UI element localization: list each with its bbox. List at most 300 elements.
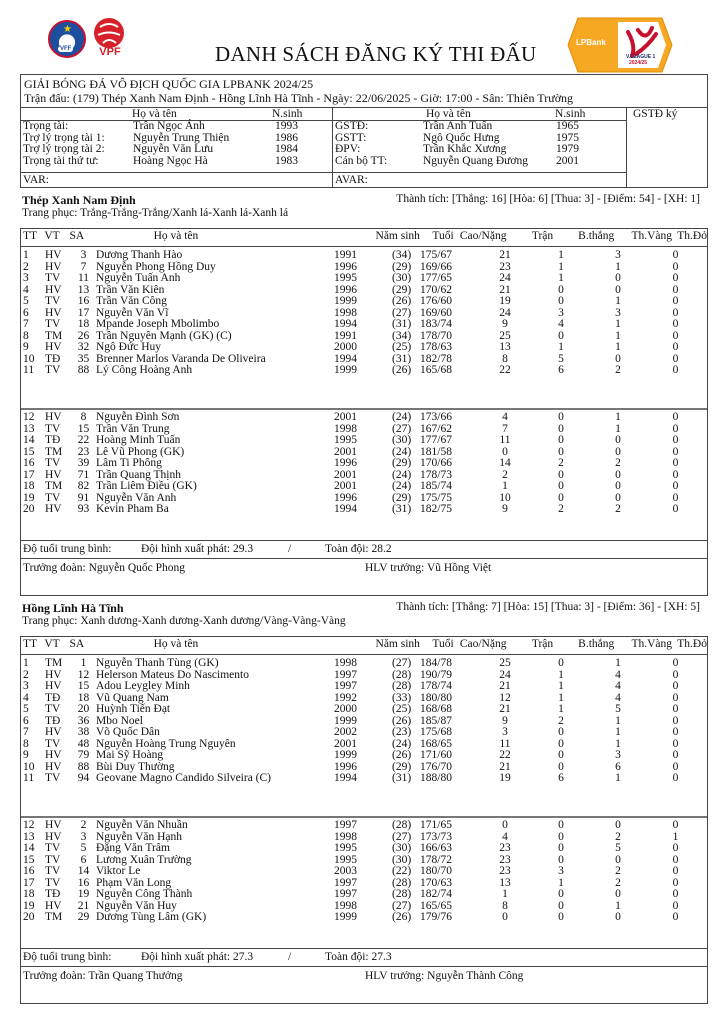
height-weight: 180/80 bbox=[420, 691, 452, 704]
age: (28) bbox=[392, 888, 412, 900]
staff-box bbox=[20, 558, 708, 596]
shirt-number: 93 bbox=[77, 503, 90, 515]
height-weight: 177/67 bbox=[420, 434, 452, 446]
player-name: Mbo Noel bbox=[96, 714, 143, 727]
red-cards: 1 bbox=[672, 830, 679, 843]
goals: 1 bbox=[558, 341, 564, 353]
matches: 21 bbox=[499, 249, 511, 261]
birth-year: 1996 bbox=[334, 491, 357, 504]
matches: 19 bbox=[499, 295, 511, 307]
birth-year: 1994 bbox=[334, 772, 357, 784]
player-row bbox=[23, 912, 707, 924]
position: HV bbox=[45, 726, 62, 738]
height-weight: 175/75 bbox=[420, 491, 452, 504]
player-name: Đặng Văn Trâm bbox=[96, 842, 170, 854]
matches: 0 bbox=[502, 911, 508, 923]
age: (34) bbox=[392, 329, 412, 342]
goals: 6 bbox=[558, 364, 564, 376]
matches: 21 bbox=[499, 760, 511, 773]
matches: 11 bbox=[499, 434, 511, 446]
height-weight: 176/60 bbox=[420, 295, 452, 307]
goals: 6 bbox=[558, 772, 564, 784]
red-cards: 0 bbox=[672, 341, 679, 353]
var-label: VAR: bbox=[23, 174, 49, 186]
shirt-number: 32 bbox=[77, 341, 90, 353]
goals: 0 bbox=[558, 749, 564, 761]
yellow-cards: 1 bbox=[615, 295, 621, 307]
yellow-cards: 1 bbox=[615, 341, 621, 353]
red-cards: 0 bbox=[672, 876, 679, 889]
goals: 0 bbox=[558, 819, 564, 831]
birth-year: 1996 bbox=[334, 260, 357, 273]
age: (29) bbox=[392, 283, 412, 296]
player-name: Nguyễn Tuấn Anh bbox=[96, 272, 181, 284]
age: (28) bbox=[392, 876, 412, 889]
player-name: Trần Liêm Điều (GK) bbox=[96, 480, 197, 492]
height-weight: 169/66 bbox=[420, 260, 452, 273]
official-row: GSTĐ: Trần Anh Tuấn 1965 bbox=[335, 120, 579, 132]
goals: 1 bbox=[558, 272, 564, 284]
yellow-cards: 1 bbox=[615, 737, 621, 750]
subs-table bbox=[23, 412, 707, 516]
age: (24) bbox=[392, 737, 412, 750]
yellow-cards: 0 bbox=[615, 445, 621, 458]
birth-year: 1996 bbox=[334, 760, 357, 773]
height-weight: 188/80 bbox=[420, 772, 452, 784]
age: (24) bbox=[392, 468, 412, 481]
player-name: Trần Văn Kiên bbox=[96, 283, 165, 296]
player-name: Dương Tùng Lâm (GK) bbox=[96, 911, 207, 923]
age: (31) bbox=[392, 772, 412, 784]
birth-year: 1994 bbox=[334, 352, 357, 365]
birth-year: 1995 bbox=[334, 272, 357, 284]
tt: 3 bbox=[23, 272, 29, 284]
player-row bbox=[23, 504, 707, 516]
red-cards: 0 bbox=[672, 888, 679, 900]
position: TM bbox=[45, 445, 63, 458]
player-row bbox=[23, 704, 707, 716]
yellow-cards: 2 bbox=[615, 865, 621, 877]
position: TĐ bbox=[45, 691, 61, 704]
birth-year: 2001 bbox=[334, 468, 357, 481]
player-name: Lâm Ti Phông bbox=[96, 457, 162, 469]
shirt-number: 3 bbox=[80, 249, 87, 261]
player-name: Nguyễn Văn Anh bbox=[96, 491, 177, 504]
player-name: Lương Xuân Trường bbox=[96, 853, 192, 866]
tt: 8 bbox=[23, 737, 29, 750]
tt: 10 bbox=[23, 760, 35, 773]
birth-year: 2000 bbox=[334, 703, 357, 715]
tt: 11 bbox=[23, 364, 35, 376]
column-headers: TT VT SA Họ và tên Năm sinh Tuổi Cao/Nặng Trận B.thắng Th.Vàng Th.Đỏ bbox=[23, 230, 707, 242]
shirt-number: 16 bbox=[77, 876, 90, 889]
team-manager: Trưởng đoàn: Nguyễn Quốc Phong bbox=[23, 562, 186, 574]
position: HV bbox=[45, 341, 62, 353]
player-name: Kevin Pham Ba bbox=[96, 503, 169, 515]
height-weight: 175/68 bbox=[420, 726, 452, 738]
red-cards: 0 bbox=[672, 318, 679, 330]
referee-list bbox=[23, 121, 298, 167]
vff-logo bbox=[48, 20, 86, 58]
shirt-number: 2 bbox=[80, 819, 87, 831]
goals: 0 bbox=[558, 657, 564, 669]
birth-year: 2001 bbox=[334, 480, 357, 492]
red-cards: 0 bbox=[672, 714, 679, 727]
player-row bbox=[23, 412, 707, 424]
yellow-cards: 2 bbox=[615, 503, 621, 515]
position: HV bbox=[45, 306, 62, 319]
goals: 0 bbox=[558, 899, 564, 912]
player-name: Geovane Magno Candido Silveira (C) bbox=[96, 772, 272, 784]
birth-year: 1997 bbox=[334, 680, 357, 692]
age: (27) bbox=[392, 899, 412, 912]
officials-header-sign: GSTĐ ký bbox=[633, 108, 678, 120]
yellow-cards: 1 bbox=[615, 657, 621, 669]
page-title: DANH SÁCH ĐĂNG KÝ THI ĐẤU bbox=[215, 42, 537, 66]
red-cards: 0 bbox=[672, 865, 679, 877]
red-cards: 0 bbox=[672, 911, 679, 923]
birth-year: 1997 bbox=[334, 888, 357, 900]
shirt-number: 23 bbox=[77, 445, 90, 458]
official-row: Trợ lý trọng tài 2: Nguyễn Văn Lưu 1984 bbox=[23, 143, 298, 155]
height-weight: 165/68 bbox=[420, 364, 452, 376]
age: (31) bbox=[392, 503, 412, 515]
age: (28) bbox=[392, 819, 412, 831]
red-cards: 0 bbox=[672, 657, 679, 669]
matches: 8 bbox=[502, 352, 508, 365]
birth-year: 1995 bbox=[334, 842, 357, 854]
player-name: Nguyễn Công Thành bbox=[96, 888, 193, 900]
vleague-text: V.LEAGUE 1 bbox=[626, 54, 656, 60]
shirt-number: 71 bbox=[77, 468, 90, 481]
red-cards: 0 bbox=[672, 249, 679, 261]
player-name: Nguyễn Hoàng Trung Nguyên bbox=[96, 737, 236, 750]
tt: 16 bbox=[23, 457, 35, 469]
tt: 3 bbox=[23, 680, 29, 692]
goals: 0 bbox=[558, 445, 564, 458]
goals: 0 bbox=[558, 283, 564, 296]
shirt-number: 19 bbox=[77, 888, 90, 900]
officials-header-birth-right: N.sinh bbox=[555, 108, 586, 120]
tt: 14 bbox=[23, 842, 35, 854]
matches: 23 bbox=[499, 260, 511, 273]
goals: 1 bbox=[558, 260, 564, 273]
player-row bbox=[23, 681, 707, 693]
height-weight: 168/65 bbox=[420, 737, 452, 750]
avg-age-all: Toàn đội: 27.3 bbox=[325, 951, 392, 963]
matches: 7 bbox=[502, 422, 508, 435]
supervisor-list bbox=[335, 121, 579, 167]
tt: 18 bbox=[23, 480, 35, 492]
tt: 15 bbox=[23, 853, 35, 866]
position: TĐ bbox=[45, 714, 61, 727]
shirt-number: 13 bbox=[77, 283, 90, 296]
position: TV bbox=[45, 865, 61, 877]
player-name: Trần Quang Thịnh bbox=[96, 468, 181, 481]
player-row bbox=[23, 727, 707, 739]
player-row bbox=[23, 750, 707, 762]
yellow-cards: 1 bbox=[615, 899, 621, 912]
red-cards: 0 bbox=[672, 491, 679, 504]
birth-year: 1998 bbox=[334, 830, 357, 843]
tt: 4 bbox=[23, 691, 29, 704]
match-details: Trận đấu: (179) Thép Xanh Nam Định - Hồng Lĩnh Hà Tĩnh - Ngày: 22/06/2025 - Giờ: 17:00 - Sân: Thiên Trường bbox=[24, 91, 574, 105]
position: TĐ bbox=[45, 888, 61, 900]
red-cards: 0 bbox=[672, 772, 679, 784]
official-row: GSTT: Ngô Quốc Hưng 1975 bbox=[335, 131, 579, 144]
birth-year: 1996 bbox=[334, 283, 357, 296]
vleague-season: 2024/25 bbox=[629, 60, 648, 66]
matches: 25 bbox=[499, 329, 511, 342]
goals: 0 bbox=[558, 853, 564, 866]
position: TM bbox=[45, 329, 63, 342]
yellow-cards: 1 bbox=[615, 714, 621, 727]
shirt-number: 5 bbox=[80, 842, 87, 854]
red-cards: 0 bbox=[672, 760, 679, 773]
tt: 19 bbox=[23, 899, 35, 912]
birth-year: 1998 bbox=[334, 899, 357, 912]
goals: 2 bbox=[558, 503, 564, 515]
height-weight: 181/58 bbox=[420, 445, 452, 458]
matches: 22 bbox=[499, 749, 511, 761]
height-weight: 178/70 bbox=[420, 329, 452, 342]
age: (22) bbox=[392, 865, 412, 877]
avg-age-box bbox=[20, 948, 708, 967]
yellow-cards: 1 bbox=[615, 411, 621, 423]
age: (26) bbox=[392, 714, 412, 727]
officials-header-name-left: Họ và tên bbox=[132, 108, 177, 120]
player-row bbox=[23, 820, 707, 832]
position: TV bbox=[45, 457, 61, 469]
birth-year: 2001 bbox=[334, 445, 357, 458]
goals: 0 bbox=[558, 434, 564, 446]
tt: 1 bbox=[23, 249, 29, 261]
height-weight: 173/73 bbox=[420, 830, 452, 843]
goals: 4 bbox=[558, 318, 564, 330]
player-row bbox=[23, 481, 707, 493]
height-weight: 170/62 bbox=[420, 283, 452, 296]
matches: 25 bbox=[499, 657, 511, 669]
yellow-cards: 5 bbox=[615, 703, 621, 715]
avg-age-separator: / bbox=[288, 543, 292, 555]
yellow-cards: 3 bbox=[615, 306, 621, 319]
avg-age-starters: Đội hình xuất phát: 27.3 bbox=[141, 951, 254, 963]
height-weight: 167/62 bbox=[420, 422, 452, 435]
tt: 12 bbox=[23, 819, 35, 831]
red-cards: 0 bbox=[672, 457, 679, 469]
player-name: Trần Văn Công bbox=[96, 295, 167, 307]
tt: 4 bbox=[23, 283, 29, 296]
height-weight: 171/60 bbox=[420, 749, 452, 761]
shirt-number: 88 bbox=[77, 364, 90, 376]
player-row bbox=[23, 458, 707, 470]
shirt-number: 36 bbox=[77, 714, 90, 727]
tt: 14 bbox=[23, 434, 35, 446]
position: HV bbox=[45, 468, 62, 481]
red-cards: 0 bbox=[672, 422, 679, 435]
yellow-cards: 3 bbox=[615, 249, 621, 261]
birth-year: 1999 bbox=[334, 749, 357, 761]
age: (27) bbox=[392, 422, 412, 435]
position: TV bbox=[45, 422, 61, 435]
position: TV bbox=[45, 364, 61, 376]
age: (29) bbox=[392, 491, 412, 504]
goals: 0 bbox=[558, 480, 564, 492]
position: TV bbox=[45, 491, 61, 504]
shirt-number: 21 bbox=[77, 899, 90, 912]
yellow-cards: 1 bbox=[615, 422, 621, 435]
player-name: Adou Leygley Minh bbox=[96, 680, 190, 692]
officials-header-name-right: Họ và tên bbox=[426, 108, 471, 120]
shirt-number: 3 bbox=[80, 830, 87, 843]
shirt-number: 16 bbox=[77, 295, 90, 307]
red-cards: 0 bbox=[672, 842, 679, 854]
shirt-number: 29 bbox=[77, 911, 90, 923]
height-weight: 173/66 bbox=[420, 411, 452, 423]
match-info-box bbox=[20, 74, 708, 108]
tt: 20 bbox=[23, 911, 35, 923]
tt: 13 bbox=[23, 422, 35, 435]
shirt-number: 88 bbox=[77, 760, 90, 773]
shirt-number: 82 bbox=[77, 480, 90, 492]
matches: 9 bbox=[502, 714, 508, 727]
red-cards: 0 bbox=[672, 691, 679, 704]
goals: 3 bbox=[558, 306, 564, 319]
tt: 6 bbox=[23, 714, 29, 727]
red-cards: 0 bbox=[672, 749, 679, 761]
tt: 5 bbox=[23, 295, 29, 307]
position: HV bbox=[45, 749, 62, 761]
player-row bbox=[23, 250, 707, 262]
tt: 17 bbox=[23, 876, 35, 889]
player-name: Bùi Duy Thường bbox=[96, 760, 175, 773]
shirt-number: 22 bbox=[77, 434, 90, 446]
shirt-number: 15 bbox=[77, 680, 90, 692]
shirt-number: 17 bbox=[77, 306, 90, 319]
age: (31) bbox=[392, 352, 412, 365]
red-cards: 0 bbox=[672, 726, 679, 738]
age: (26) bbox=[392, 364, 412, 376]
tt: 8 bbox=[23, 329, 29, 342]
shirt-number: 7 bbox=[80, 260, 87, 273]
red-cards: 0 bbox=[672, 853, 679, 866]
player-name: Trần Văn Trung bbox=[96, 422, 170, 435]
yellow-cards: 2 bbox=[615, 457, 621, 469]
age: (28) bbox=[392, 680, 412, 692]
matches: 23 bbox=[499, 853, 511, 866]
goals: 0 bbox=[558, 295, 564, 307]
position: TV bbox=[45, 272, 61, 284]
avg-age-starters: Đội hình xuất phát: 29.3 bbox=[141, 543, 254, 555]
official-row: Cán bộ TT: Nguyễn Quang Đương 2001 bbox=[335, 154, 579, 167]
matches: 2 bbox=[502, 468, 508, 481]
birth-year: 2001 bbox=[334, 737, 357, 750]
tt: 17 bbox=[23, 468, 35, 481]
staff-box bbox=[20, 966, 708, 1004]
goals: 5 bbox=[558, 352, 564, 365]
age: (24) bbox=[392, 480, 412, 492]
avar-label: AVAR: bbox=[335, 174, 368, 186]
yellow-cards: 1 bbox=[615, 260, 621, 273]
height-weight: 182/75 bbox=[420, 503, 452, 515]
position: HV bbox=[45, 680, 62, 692]
goals: 0 bbox=[558, 468, 564, 481]
yellow-cards: 0 bbox=[615, 853, 621, 866]
red-cards: 0 bbox=[672, 668, 679, 681]
player-name: Nguyễn Văn Nhuần bbox=[96, 819, 188, 831]
shirt-number: 48 bbox=[77, 737, 90, 750]
age: (30) bbox=[392, 272, 412, 284]
goals: 1 bbox=[558, 691, 564, 704]
birth-year: 1999 bbox=[334, 364, 357, 376]
red-cards: 0 bbox=[672, 260, 679, 273]
goals: 0 bbox=[558, 911, 564, 923]
position: TV bbox=[45, 876, 61, 889]
height-weight: 176/70 bbox=[420, 760, 452, 773]
red-cards: 0 bbox=[672, 737, 679, 750]
goals: 1 bbox=[558, 703, 564, 715]
birth-year: 1994 bbox=[334, 503, 357, 515]
birth-year: 1997 bbox=[334, 876, 357, 889]
height-weight: 168/68 bbox=[420, 703, 452, 715]
player-name: Dương Thanh Hào bbox=[96, 249, 183, 261]
birth-year: 1998 bbox=[334, 422, 357, 435]
tt: 9 bbox=[23, 749, 29, 761]
red-cards: 0 bbox=[672, 306, 679, 319]
vff-logo-text: VFF bbox=[60, 46, 72, 52]
red-cards: 0 bbox=[672, 899, 679, 912]
age: (23) bbox=[392, 726, 412, 738]
yellow-cards: 3 bbox=[615, 749, 621, 761]
yellow-cards: 1 bbox=[615, 772, 621, 784]
red-cards: 0 bbox=[672, 295, 679, 307]
birth-year: 2001 bbox=[334, 411, 357, 423]
height-weight: 182/78 bbox=[420, 352, 452, 365]
age: (27) bbox=[392, 657, 412, 669]
shirt-number: 26 bbox=[77, 329, 90, 342]
birth-year: 1999 bbox=[334, 295, 357, 307]
age: (25) bbox=[392, 703, 412, 715]
player-name: Nguyễn Thanh Tùng (GK) bbox=[96, 657, 219, 669]
lpbank-text: LPBank bbox=[576, 38, 606, 47]
player-row bbox=[23, 773, 707, 785]
official-row: Trọng tài: Trần Ngọc Ánh 1993 bbox=[23, 120, 298, 132]
team-kit: Trang phục: Trắng-Trắng-Trắng/Xanh lá-Xanh lá-Xanh lá bbox=[22, 207, 289, 219]
height-weight: 169/60 bbox=[420, 306, 452, 319]
goals: 0 bbox=[558, 888, 564, 900]
matches: 11 bbox=[499, 737, 511, 750]
height-weight: 178/63 bbox=[420, 341, 452, 353]
matches: 21 bbox=[499, 703, 511, 715]
age: (27) bbox=[392, 830, 412, 843]
player-name: Lý Công Hoàng Anh bbox=[96, 364, 193, 376]
player-name: Mpande Joseph Mbolimbo bbox=[96, 318, 220, 330]
birth-year: 1995 bbox=[334, 853, 357, 866]
birth-year: 2002 bbox=[334, 726, 357, 738]
tt: 2 bbox=[23, 668, 29, 681]
yellow-cards: 0 bbox=[615, 352, 621, 365]
vpf-logo-text: VPF bbox=[99, 46, 121, 58]
matches: 23 bbox=[499, 865, 511, 877]
matches: 13 bbox=[499, 341, 511, 353]
head-coach: HLV trưởng: Nguyễn Thành Công bbox=[365, 970, 524, 982]
player-name: Nguyễn Văn Huy bbox=[96, 899, 177, 912]
star-icon: ★ bbox=[63, 24, 72, 35]
matches: 14 bbox=[499, 457, 511, 469]
goals: 1 bbox=[558, 249, 564, 261]
position: HV bbox=[45, 830, 62, 843]
goals: 2 bbox=[558, 714, 564, 727]
